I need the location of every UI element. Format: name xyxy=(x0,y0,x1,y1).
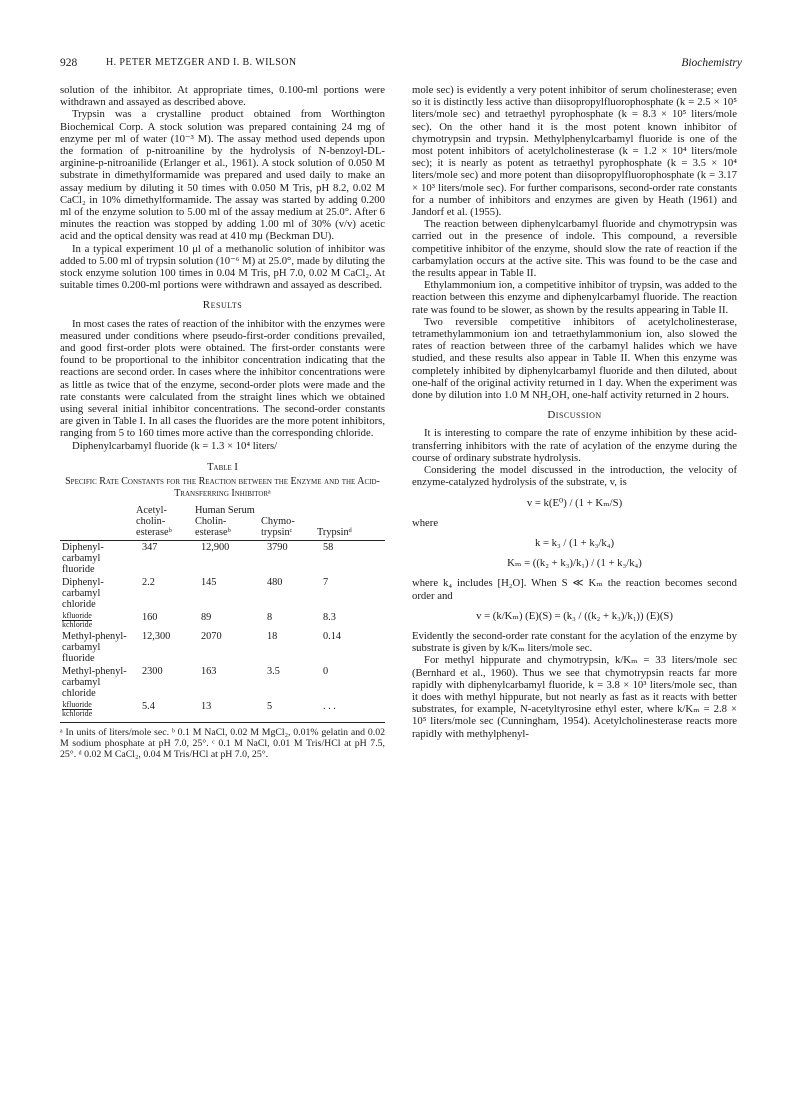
right-column xyxy=(412,84,737,740)
table-cell: 12,300 xyxy=(142,631,171,643)
running-head-authors: H. PETER METZGER AND I. B. WILSON xyxy=(106,57,297,68)
paragraph: Two reversible competitive inhibitors of acetylcholinesterase, tetramethylammonium ion and tetraethylammonium ion, also slowed the rates of reaction between three of the carbamyl halides which we have studied, and these results also appear in Table II. When this enzyme was completely inhibited by diphenylcarbamyl fluoride and then diluted, about one-half of the original activity returned in 1 day. When the experiment was done by dilution into 1.0 M NH₂OH, one-half activity returned in 2 hours. xyxy=(412,315,737,402)
table-cell: 5.4 xyxy=(134,700,193,723)
table-cell: 3790 xyxy=(267,542,288,554)
paper-page xyxy=(60,0,742,1111)
ratio-denominator: kchloride xyxy=(62,620,93,630)
table-cell: . . . xyxy=(315,700,385,723)
table-cell: 0 xyxy=(323,666,329,678)
table-cell: 3.5 xyxy=(267,666,280,678)
table-row xyxy=(60,541,385,577)
table-cell: 8 xyxy=(267,612,273,624)
section-heading-results: Results xyxy=(202,299,243,312)
equation: k = k₃ / (1 + k₃/k₄) xyxy=(534,536,615,549)
ratio-numerator: kfluoride xyxy=(62,611,92,621)
row-label: Diphenyl-carbamyl chloride xyxy=(62,577,104,611)
paragraph: Ethylammonium ion, a competitive inhibitor of trypsin, was added to the reaction between this enzyme and diphenylcarbamyl fluoride. The reaction rate was found to be slower, as shown by the results appearing in Table II. xyxy=(412,279,737,316)
row-label: Methyl-phenyl-carbamyl chloride xyxy=(62,666,127,700)
table-row xyxy=(60,576,385,611)
paragraph: It is interesting to compare the rate of enzyme inhibition by these acid-transferring inhibitors with the rate of acylation of the enzyme during the course of ordinary substrate hydrolysis. xyxy=(412,427,737,464)
ratio-label xyxy=(62,612,92,629)
equation: v = k(E⁰) / (1 + Kₘ/S) xyxy=(526,496,623,509)
table-title: Table I xyxy=(207,461,238,473)
paragraph: The reaction between diphenylcarbamyl fluoride and chymotrypsin was carried out in the presence of indole. This compound, a reversible competitive inhibitor of the enzyme, should slow the rate of reaction if the carbamylation occurs at the active site. This was found to be the case and the results appear in Table II. xyxy=(412,218,737,280)
table-caption: Specific Rate Constants for the Reaction between the Enzyme and the Acid-Transferring Inhibitorᵃ xyxy=(65,476,380,499)
table-cell: 2070 xyxy=(201,631,222,643)
table-cell: 58 xyxy=(323,542,334,554)
ratio-label xyxy=(62,701,92,718)
rate-constants-table xyxy=(60,503,385,723)
table-cell: 13 xyxy=(193,700,259,723)
table-cell: 5 xyxy=(259,700,315,723)
table-row xyxy=(60,630,385,665)
table-row xyxy=(60,611,385,630)
paragraph: solution of the inhibitor. At appropriate times, 0.100-ml portions were withdrawn and assayed as described above. xyxy=(60,84,385,109)
table-cell: 12,900 xyxy=(201,542,230,554)
table-cell: 89 xyxy=(201,612,212,624)
table-row xyxy=(60,665,385,700)
paragraph: mole sec) is evidently a very potent inhibitor of serum cholinesterase; even so it is distinctly less active than diisopropylfluorophosphate (k = 2.5 × 10⁵ liters/mole sec) and tetraethyl pyrophosphate (k = 8.3 × 10⁵ liters/mole sec). On the other hand it is the most potent known inhibitor of chymotrypsin and trypsin. Methylphenylcarbamyl fluoride is one of the most potent inhibitors of acetylcholinesterase (k = 1.2 × 10⁴ liters/mole sec); it is nearly as potent as tetraethyl pyrophosphate (k = 3.5 × 10⁴ liters/mole sec) and more potent than diisopropylfluorophosphate (k = 3.17 × 10³ liters/mole sec). For further comparisons, second-order rate constants for a number of inhibitors and enzymes are given by Heath (1961) and Jandorf et al. (1955). xyxy=(412,84,737,219)
table-header-cell: Acetyl-cholin-esteraseᵇ xyxy=(134,503,193,541)
paragraph: Diphenylcarbamyl fluoride (k = 1.3 × 10⁴ liters/ xyxy=(72,439,278,452)
paragraph: where k₄ includes [H₂O]. When S ≪ Kₘ the reaction becomes second order and xyxy=(412,577,737,602)
table-cell: 0.14 xyxy=(323,631,342,643)
row-label: Methyl-phenyl-carbamyl fluoride xyxy=(62,631,127,665)
ratio-numerator: kfluoride xyxy=(62,700,92,710)
equation: Kₘ = ((k₂ + k₃)/k₁) / (1 + k₃/k₄) xyxy=(507,557,642,570)
table-row xyxy=(60,700,385,723)
table-cell: 347 xyxy=(142,542,158,554)
table-cell: 2300 xyxy=(142,666,163,678)
table-cell: 163 xyxy=(201,666,217,678)
table-cell: 160 xyxy=(142,612,158,624)
ratio-denominator: kchloride xyxy=(62,709,93,719)
paragraph: In a typical experiment 10 μl of a methanolic solution of inhibitor was added to 5.00 ml of trypsin solution (10⁻⁶ M) at 25.0°, made by diluting the stock enzyme solution 100 times in 0.04 M Tris, pH 7.0, 0.02 M CaCl₂. At suitable times 0.200-ml portions were withdrawn and assayed as described. xyxy=(60,242,385,292)
table-header-cell: Trypsinᵈ xyxy=(315,503,385,541)
paragraph: where xyxy=(412,516,439,529)
paragraph: Evidently the second-order rate constant for the acylation of the enzyme by substrate is given by k/Kₘ liters/mole sec. xyxy=(412,629,737,655)
table-cell: 145 xyxy=(201,577,217,589)
page-number: 928 xyxy=(60,57,78,69)
paragraph: Considering the model discussed in the introduction, the velocity of enzyme-catalyzed hydrolysis of the substrate, v, is xyxy=(412,464,737,489)
table-header-cell: Human Serum Cholin-esteraseᵇ xyxy=(193,503,259,541)
left-column xyxy=(60,84,385,760)
table-header-cell: Chymo-trypsinᶜ xyxy=(259,503,315,541)
row-label: Diphenyl-carbamyl fluoride xyxy=(62,542,104,576)
paragraph: In most cases the rates of reaction of the inhibitor with the enzymes were measured under conditions where pseudo-first-order conditions prevailed, and good first-order plots were obtained. The first-order constants were found to be proportional to the inhibitor concentration indicating that the reactions are second order. In cases where the inhibitor concentrations were as little as twice that of the enzyme, second-order plots were made and the rate constants were calculated from the straight lines which we obtained using several initial inhibitor concentrations. The second-order constants are given in Table I. In all cases the fluorides are the more potent inhibitors, ranging from 5 to 160 times more active than the corresponding chloride. xyxy=(60,317,385,440)
table-cell: 7 xyxy=(323,577,329,589)
table-cell: 8.3 xyxy=(323,612,336,624)
section-heading-discussion: Discussion xyxy=(547,409,602,422)
table-footnote: ᵃ In units of liters/mole sec. ᵇ 0.1 M NaCl, 0.02 M MgCl₂, 0.01% gelatin and 0.02 M sodium phosphate at pH 7.0, 25°. ᶜ 0.1 M NaCl, 0.01 M Tris/HCl at pH 7.5, 25°. ᵈ 0.02 M CaCl₂, 0.04 M Tris/HCl at pH 7.0, 25°. xyxy=(60,727,385,761)
row-label-ratio xyxy=(60,700,134,723)
paragraph: Trypsin was a crystalline product obtained from Worthington Biochemical Corp. A stock solution was prepared containing 24 mg of enzyme per ml of water (10⁻³ M). The assay method used depends upon the formation of p-nitroaniline by the hydrolysis of N-benzoyl-DL-arginine-p-nitroanilide (Erlanger et al., 1961). A stock solution of 0.050 M substrate in dimethylformamide was prepared and used daily to make an assay medium by diluting it 50 times with 0.050 M Tris, pH 8.2, 0.02 M CaCl₂ in 10% dimethylformamide. The assay was started by adding 0.200 ml of the enzyme solution to 5.00 ml of the assay medium at 25.0°. After 6 minutes the reaction was stopped by adding 1.00 ml of 30% (v/v) acetic acid and the optical density was read at 410 mμ (Beckman DU). xyxy=(60,108,385,243)
table-cell: 18 xyxy=(267,631,278,643)
paragraph: For methyl hippurate and chymotrypsin, k/Kₘ = 33 liters/mole sec (Bernhard et al., 1960). Thus we see that chymotrypsin reacts far more rapidly with diphenylcarbamyl fluoride, k = 3.8 × 10³ liters/mole sec, than it does with methyl hippurate, but not nearly as fast as it reacts with better substrates, for example, N-acetyltyrosine ethyl ester, where k/Kₘ = 2.8 × 10⁵ liters/mole sec (Cunningham, 1954). Acetylcholinesterase reacts more rapidly with methylphenyl- xyxy=(412,654,737,740)
running-head-journal: Biochemistry xyxy=(681,57,742,69)
table-cell: 480 xyxy=(267,577,283,589)
running-head xyxy=(60,57,742,73)
equation: v = (k/Kₘ) (E)(S) = (k₃ / ((k₂ + k₃)/k₁)) (E)(S) xyxy=(476,609,673,622)
table-cell: 2.2 xyxy=(142,577,155,589)
row-label-ratio xyxy=(60,611,134,630)
table-header-cell xyxy=(60,503,134,541)
